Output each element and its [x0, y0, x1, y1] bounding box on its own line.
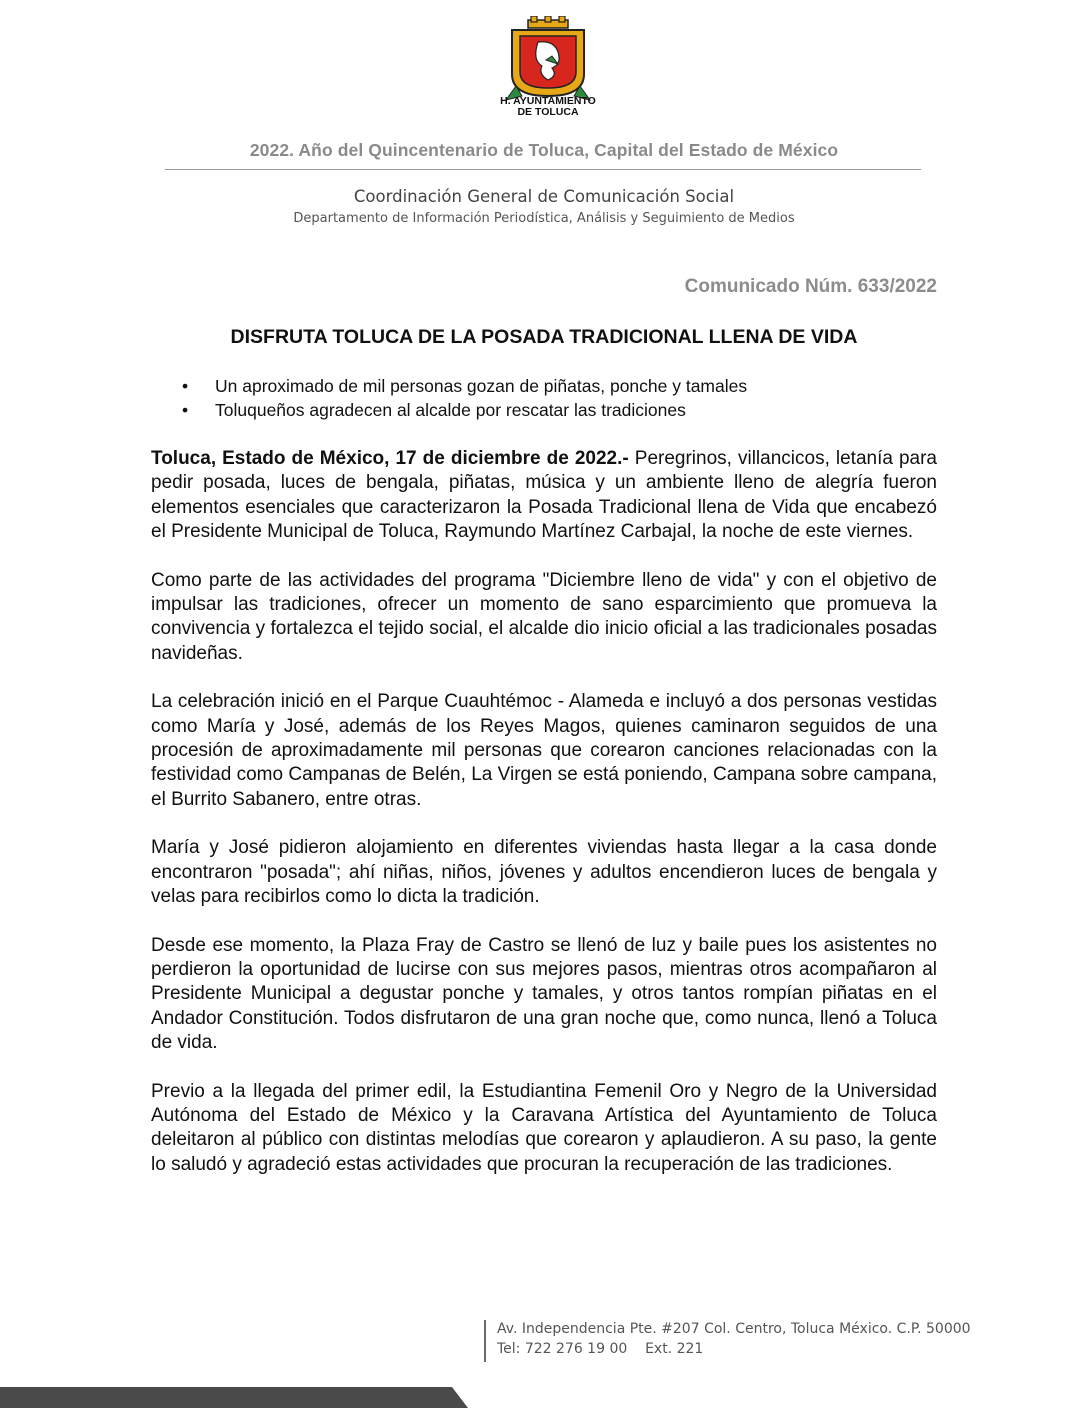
- paragraph-1: [151, 447, 937, 545]
- headline: DISFRUTA TOLUCA DE LA POSADA TRADICIONAL LLENA DE VIDA: [230, 326, 858, 348]
- release-number: Comunicado Núm. 633/2022: [684, 276, 937, 297]
- list-item: [178, 398, 747, 422]
- paragraph-6: Previo a la llegada del primer edil, la Estudiantina Femenil Oro y Negro de la Universidad Autónoma del Estado de México y la Caravana Artística del Ayuntamiento de Toluca deleitaron al público con distintas melodías que corearon y aplaudieron. A su paso, la gente lo saludó y agradeció estas actividades que procuran la recuperación de las tradiciones.: [151, 1080, 937, 1175]
- paragraph-2: Como parte de las actividades del programa "Diciembre lleno de vida" y con el objetivo de impulsar las tradiciones, ofrecer un momento de sano esparcimiento que promueva la convivencia y fortalezca el tejido social, el alcalde dio inicio oficial a las tradicionales posadas navideñas.: [151, 569, 937, 664]
- logo-name: [470, 96, 626, 118]
- paragraph-3: La celebración inició en el Parque Cuauhtémoc - Alameda e incluyó a dos personas vestidas como María y José, además de los Reyes Magos, quienes caminaron seguidos de una procesión de aproximadamente mil personas que corearon canciones relacionadas con la festividad como Campanas de Belén, La Virgen se está poniendo, Campana sobre campana, el Burrito Sabanero, entre otras.: [151, 691, 937, 810]
- paragraph-1-text: Peregrinos, villancicos, letanía para pedir posada, luces de bengala, piñatas, música y un ambiente lleno de alegría fueron elementos esenciales que caracterizaron la Posada Tradicional llena de Vida que encabezó el Presidente Municipal de Toluca, Raymundo Martínez Carbajal, la noche de este viernes.: [151, 448, 937, 543]
- dateline: Toluca, Estado de México, 17 de diciembre de 2022.-: [151, 448, 629, 469]
- bullet-icon: •: [182, 400, 189, 420]
- coordination-title: Coordinación General de Comunicación Social: [353, 187, 735, 206]
- article-body: [151, 447, 937, 1201]
- logo-name-line2: DE TOLUCA: [517, 106, 579, 118]
- department-title: Departamento de Información Periodística, Análisis y Seguimiento de Medios: [293, 211, 795, 226]
- list-item: [178, 374, 747, 398]
- bullet-text: Toluqueños agradecen al alcalde por rescatar las tradiciones: [215, 400, 686, 420]
- footer-address: Av. Independencia Pte. #207 Col. Centro, Toluca México. C.P. 50000: [497, 1321, 971, 1337]
- footer-phone: Tel: 722 276 19 00 Ext. 221: [497, 1341, 704, 1357]
- year-motto: 2022. Año del Quincentenario de Toluca, Capital del Estado de México: [249, 140, 839, 160]
- paragraph-5: Desde ese momento, la Plaza Fray de Castro se llenó de luz y baile pues los asistentes no perdieron la oportunidad de lucirse con sus mejores pasos, mientras otros acompañaron al Presidente Municipal a degustar ponche y tamales, y otros tantos rompían piñatas en el Andador Constitución. Todos disfrutaron de una gran noche que, como nunca, llenó a Toluca de vida.: [151, 934, 937, 1054]
- footer-divider: [484, 1320, 486, 1362]
- bullet-text: Un aproximado de mil personas gozan de piñatas, ponche y tamales: [215, 376, 748, 396]
- header-divider: [165, 169, 921, 170]
- bottom-decorative-bar: [0, 1387, 470, 1408]
- logo-name-line1: H. AYUNTAMIENTO: [500, 95, 596, 107]
- summary-bullets: [178, 374, 747, 422]
- paragraph-4: María y José pidieron alojamiento en diferentes viviendas hasta llegar a la casa donde encontraron "posada"; ahí niñas, niños, jóvenes y adultos encendieron luces de bengala y velas para recibirlos como lo dicta la tradición.: [151, 837, 937, 908]
- bullet-icon: •: [182, 376, 189, 396]
